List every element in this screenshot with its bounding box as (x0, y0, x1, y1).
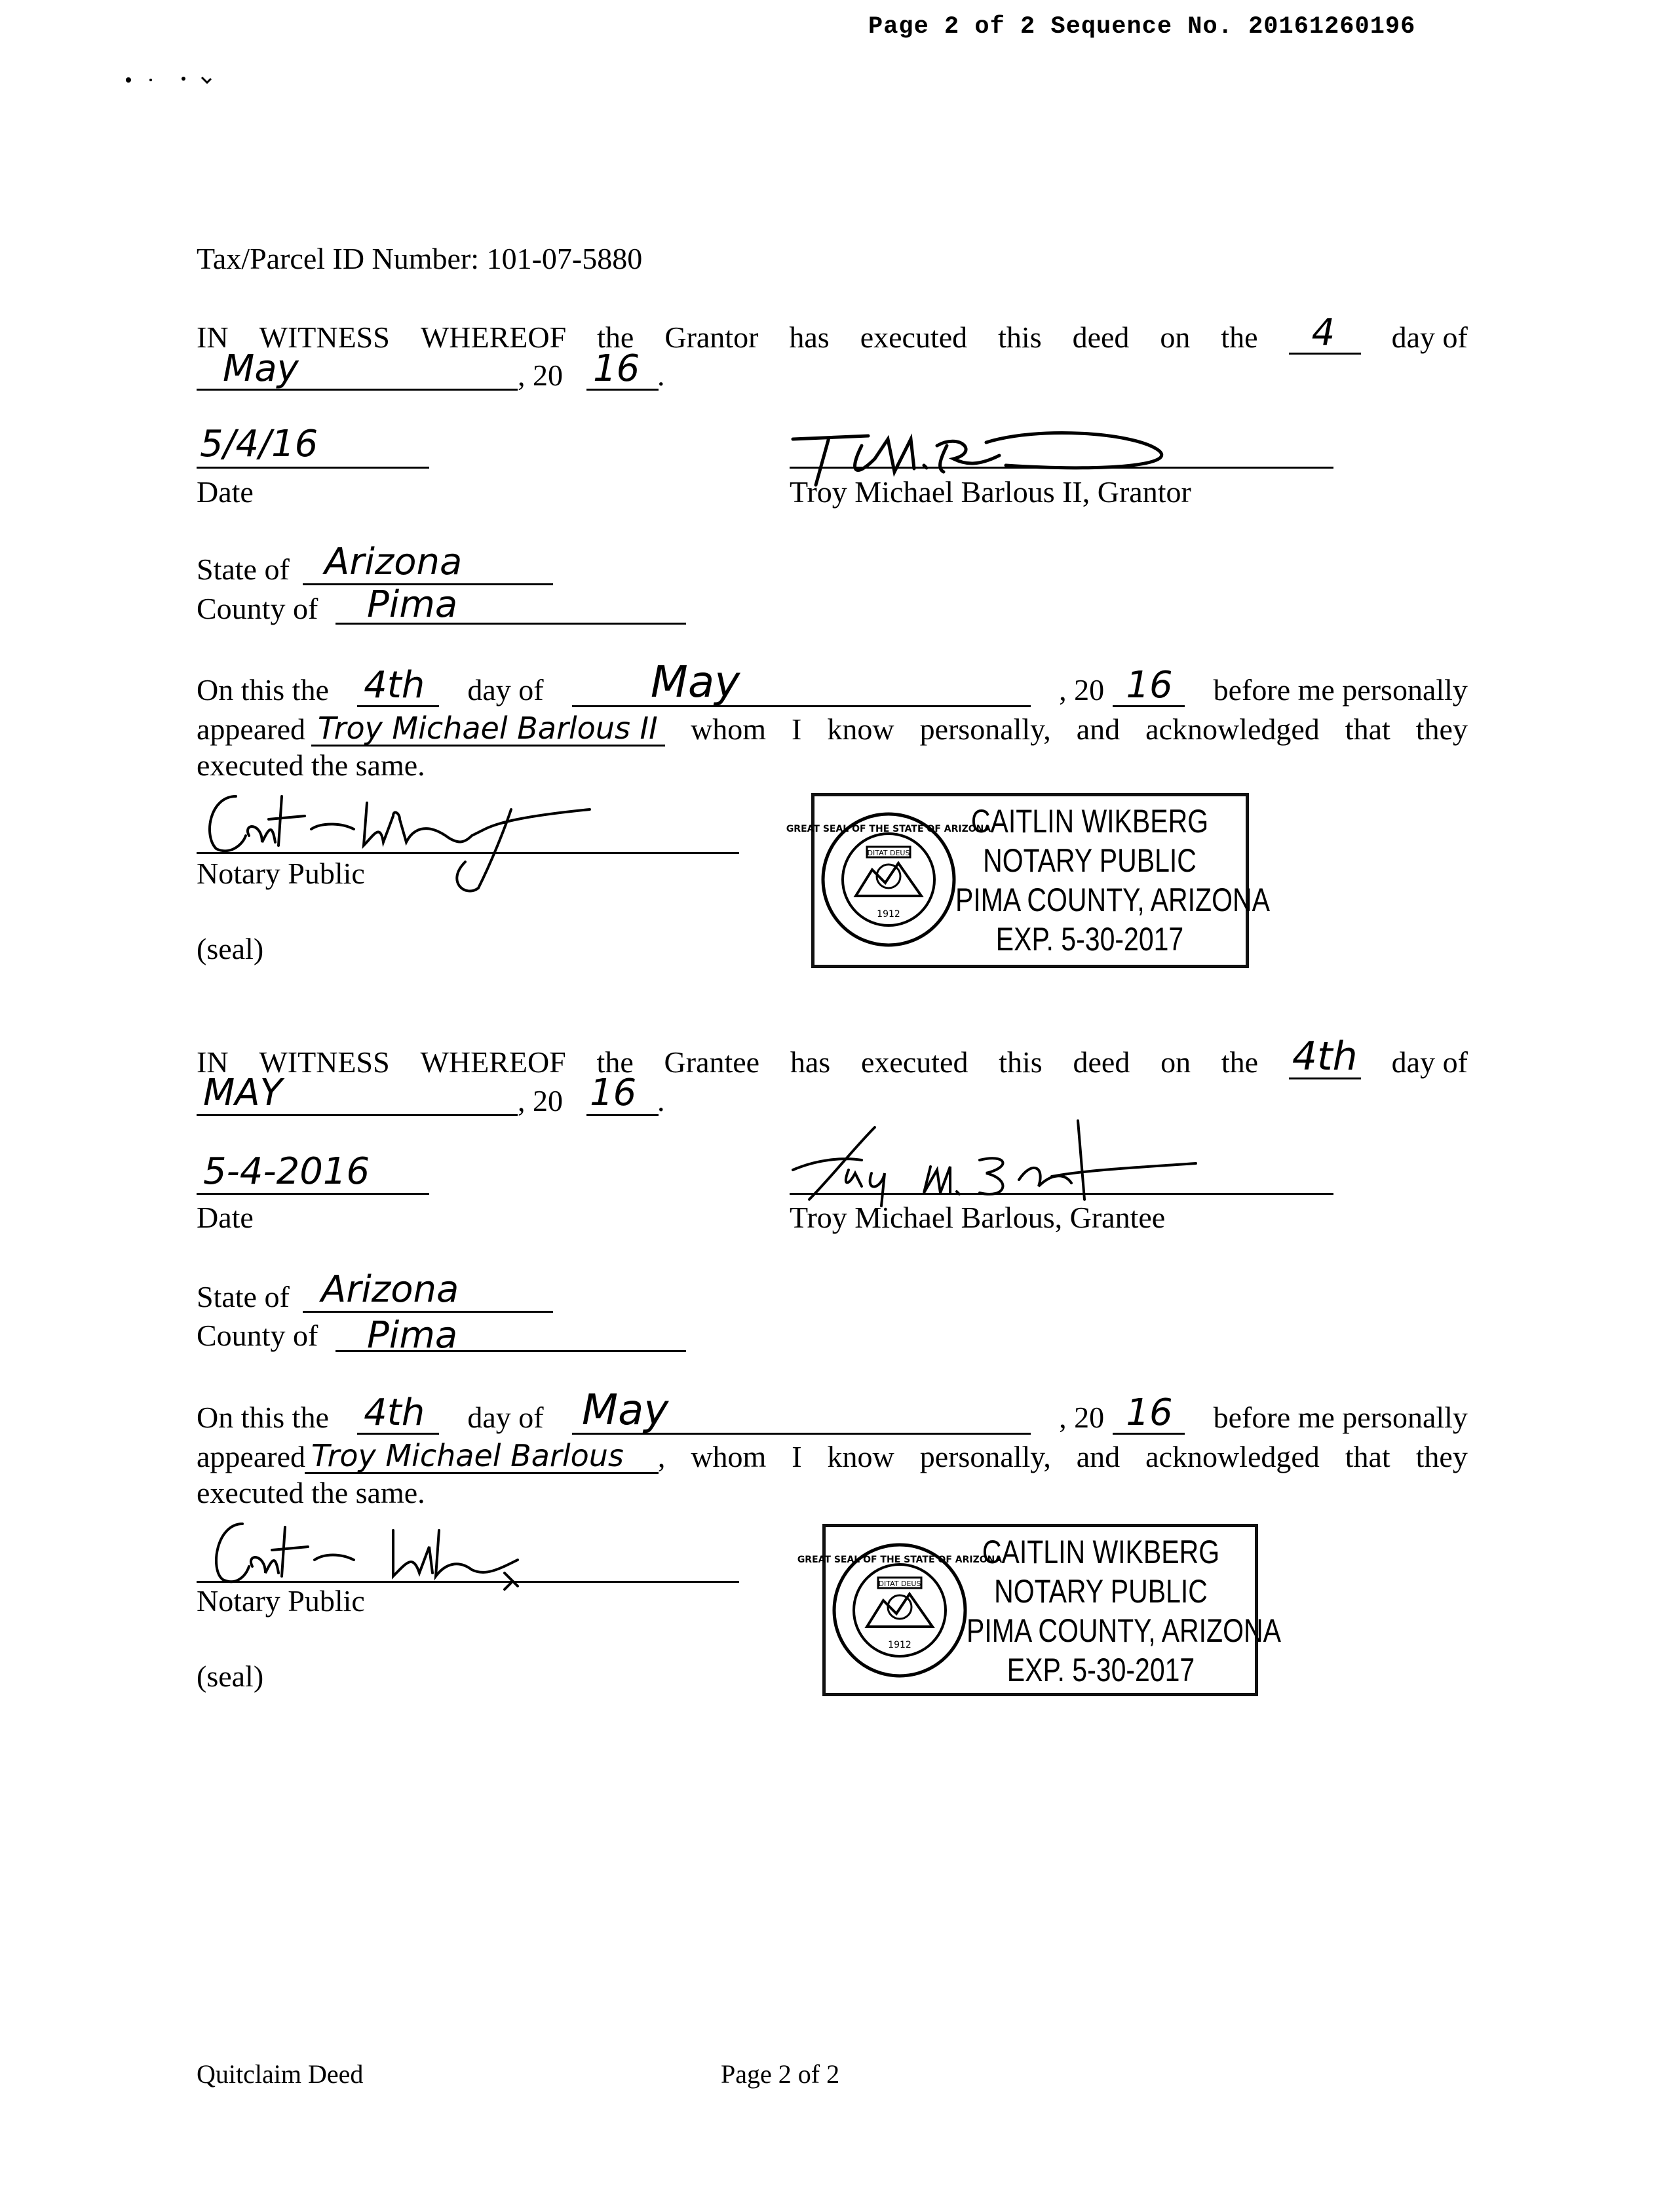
witness-word: IN (197, 1045, 229, 1079)
grantor-ack-line (197, 657, 1468, 707)
ack-word: acknowledged (1145, 712, 1320, 746)
grantee-day-blank (1289, 1034, 1361, 1079)
grantee-month-handwritten: MAY (203, 1072, 282, 1114)
grantee-state-handwritten: Arizona (321, 1268, 459, 1311)
witness-word: executed (861, 1045, 968, 1079)
grantor-year-prefix: , 20 (518, 359, 563, 392)
grantee-month-line (197, 1114, 518, 1116)
grantee-date-handwritten: 5-4-2016 (203, 1150, 370, 1193)
footer-page-number: Page 2 of 2 (721, 2059, 840, 2089)
ack-word: personally, (919, 1440, 1051, 1473)
grantor-date-label: Date (197, 475, 254, 509)
grantor-notary-label: Notary Public (197, 857, 365, 890)
grantor-day-blank (1289, 311, 1361, 355)
grantee-ack-year-blank (1113, 1391, 1185, 1435)
witness-word: the (597, 320, 634, 354)
witness-word: IN (197, 320, 229, 354)
grantor-date-handwritten: 5/4/16 (200, 423, 318, 465)
ack-word: and (1076, 712, 1121, 746)
appeared-label: appeared (197, 712, 305, 746)
grantor-month-handwritten: May (223, 347, 299, 390)
witness-word: this (998, 320, 1042, 354)
witness-word: Grantee (664, 1045, 760, 1079)
grantor-appeared-line (197, 710, 1468, 747)
witness-word: has (790, 1045, 831, 1079)
grantor-witness-line (197, 311, 1468, 355)
ack-word: they (1415, 1440, 1468, 1473)
grantee-state-label: State of (197, 1280, 290, 1313)
grantee-year-line (586, 1114, 659, 1116)
grantee-seal-label: (seal) (197, 1659, 264, 1693)
grantor-state-label: State of (197, 553, 290, 586)
ack-word: whom (691, 1440, 767, 1473)
seal-motto: DITAT DEUS (867, 849, 910, 857)
parcel-id: Tax/Parcel ID Number: 101-07-5880 (197, 242, 643, 275)
grantor-appeared-blank (311, 710, 665, 747)
ack-word: I (792, 712, 802, 746)
stamp-line3: PIMA COUNTY, ARIZONA (967, 1612, 1281, 1649)
grantee-ack-line (197, 1386, 1468, 1435)
grantee-appeared-blank (305, 1438, 659, 1474)
seal-year: 1912 (877, 909, 900, 920)
appeared-label: appeared (197, 1440, 305, 1473)
grantee-county-label: County of (197, 1319, 318, 1352)
grantor-seal-label: (seal) (197, 932, 264, 965)
witness-word: on (1160, 320, 1191, 354)
notary-stamp (797, 1524, 1281, 1696)
grantor-ack-month-handwritten: May (650, 657, 740, 707)
ack-day-of: day of (467, 1401, 544, 1434)
grantee-county-handwritten: Pima (367, 1314, 458, 1357)
witness-word: deed (1072, 320, 1130, 354)
grantor-ack-day-handwritten: 4th (364, 664, 425, 707)
ack-before: before me personally (1213, 1401, 1468, 1434)
grantor-appeared-handwritten: Troy Michael Barlous II (318, 710, 658, 746)
grantee-day-handwritten: 4th (1292, 1034, 1358, 1079)
witness-word: this (999, 1045, 1043, 1079)
page-sequence-header: Page 2 of 2 Sequence No. 20161260196 (868, 13, 1416, 41)
seal-motto: DITAT DEUS (878, 1580, 921, 1588)
witness-word: WITNESS (259, 1045, 390, 1079)
grantee-executed-line: executed the same. (197, 1476, 425, 1509)
witness-word: the (596, 1045, 634, 1079)
grantee-ack-year-handwritten: 16 (1126, 1391, 1173, 1434)
grantee-ack-month-handwritten: May (581, 1386, 669, 1435)
grantor-date-line (197, 467, 429, 469)
witness-word: Grantor (664, 320, 759, 354)
stamp-line4: EXP. 5-30-2017 (995, 921, 1184, 958)
grantee-ack-day-handwritten: 4th (364, 1391, 425, 1434)
ack-word: that (1345, 712, 1390, 746)
grantor-ack-month-blank (572, 657, 1031, 707)
seal-year: 1912 (888, 1640, 911, 1650)
stamp-line3: PIMA COUNTY, ARIZONA (955, 882, 1270, 918)
ack-on-this: On this the (197, 673, 329, 707)
grantee-date-label: Date (197, 1201, 254, 1234)
ack-word: know (827, 1440, 894, 1473)
ack-word: personally, (919, 712, 1051, 746)
witness-word: the (1221, 1045, 1259, 1079)
ack-word: , (657, 1440, 666, 1473)
ack-year-prefix: , 20 (1059, 673, 1105, 707)
grantor-day-handwritten: 4 (1311, 311, 1335, 354)
grantor-year-period: . (657, 359, 665, 392)
grantor-state-handwritten: Arizona (324, 541, 463, 583)
grantee-year-prefix: , 20 (518, 1084, 563, 1117)
grantor-ack-day-blank (357, 664, 439, 707)
ack-word: and (1076, 1440, 1121, 1473)
witness-word: WHEREOF (420, 320, 567, 354)
grantee-year-period: . (657, 1084, 665, 1117)
stamp-line1: CAITLIN WIKBERG (970, 803, 1209, 840)
ack-word: that (1345, 1440, 1390, 1473)
grantee-signer-label: Troy Michael Barlous, Grantee (790, 1201, 1166, 1234)
grantee-signature (790, 1108, 1209, 1213)
witness-word: WITNESS (259, 320, 390, 354)
grantor-county-label: County of (197, 592, 318, 625)
ack-year-prefix: , 20 (1059, 1401, 1105, 1434)
grantee-date-line (197, 1193, 429, 1195)
stamp-line2: NOTARY PUBLIC (983, 842, 1197, 879)
ack-before: before me personally (1213, 673, 1468, 707)
ack-day-of: day of (467, 673, 544, 707)
grantee-appeared-line (197, 1438, 1468, 1474)
grantor-county-handwritten: Pima (367, 583, 458, 626)
state-seal-icon (797, 1542, 1003, 1679)
seal-ring-text: GREAT SEAL OF THE STATE OF ARIZONA (797, 1555, 1003, 1565)
grantor-ack-year-handwritten: 16 (1126, 664, 1173, 707)
grantee-ack-day-blank (357, 1391, 439, 1435)
notary-stamp (786, 793, 1270, 968)
stamp-line2: NOTARY PUBLIC (994, 1573, 1208, 1610)
witness-word: has (789, 320, 830, 354)
witness-word: executed (860, 320, 968, 354)
grantee-appeared-handwritten: Troy Michael Barlous (311, 1438, 624, 1473)
grantor-signer-label: Troy Michael Barlous II, Grantor (790, 475, 1191, 509)
seal-ring-text: GREAT SEAL OF THE STATE OF ARIZONA (786, 824, 991, 834)
witness-word: WHEREOF (420, 1045, 566, 1079)
grantee-ack-month-blank (572, 1386, 1031, 1435)
state-seal-icon (786, 811, 991, 948)
ack-word: they (1415, 712, 1468, 746)
stamp-line1: CAITLIN WIKBERG (982, 1534, 1220, 1570)
footer-document-title: Quitclaim Deed (197, 2059, 364, 2089)
ack-word: I (792, 1440, 802, 1473)
grantee-state-line (303, 1311, 553, 1313)
grantor-ack-year-blank (1113, 664, 1185, 707)
grantee-notary-label: Notary Public (197, 1584, 365, 1618)
ack-on-this: On this the (197, 1401, 329, 1434)
grantor-year-handwritten: 16 (593, 347, 640, 390)
witness-word: on (1160, 1045, 1191, 1079)
grantee-day-of: day of (1391, 1045, 1468, 1079)
stamp-line4: EXP. 5-30-2017 (1006, 1652, 1195, 1688)
grantee-year-handwritten: 16 (590, 1072, 637, 1114)
scan-specks-mark (125, 72, 223, 85)
grantee-witness-line (197, 1034, 1468, 1079)
witness-word: deed (1073, 1045, 1130, 1079)
scan-specks (125, 72, 223, 85)
witness-word: the (1221, 320, 1258, 354)
grantor-executed-line: executed the same. (197, 748, 425, 782)
ack-word: know (827, 712, 894, 746)
ack-word: whom (691, 712, 766, 746)
ack-word: acknowledged (1145, 1440, 1320, 1473)
grantor-day-of: day of (1391, 320, 1468, 354)
